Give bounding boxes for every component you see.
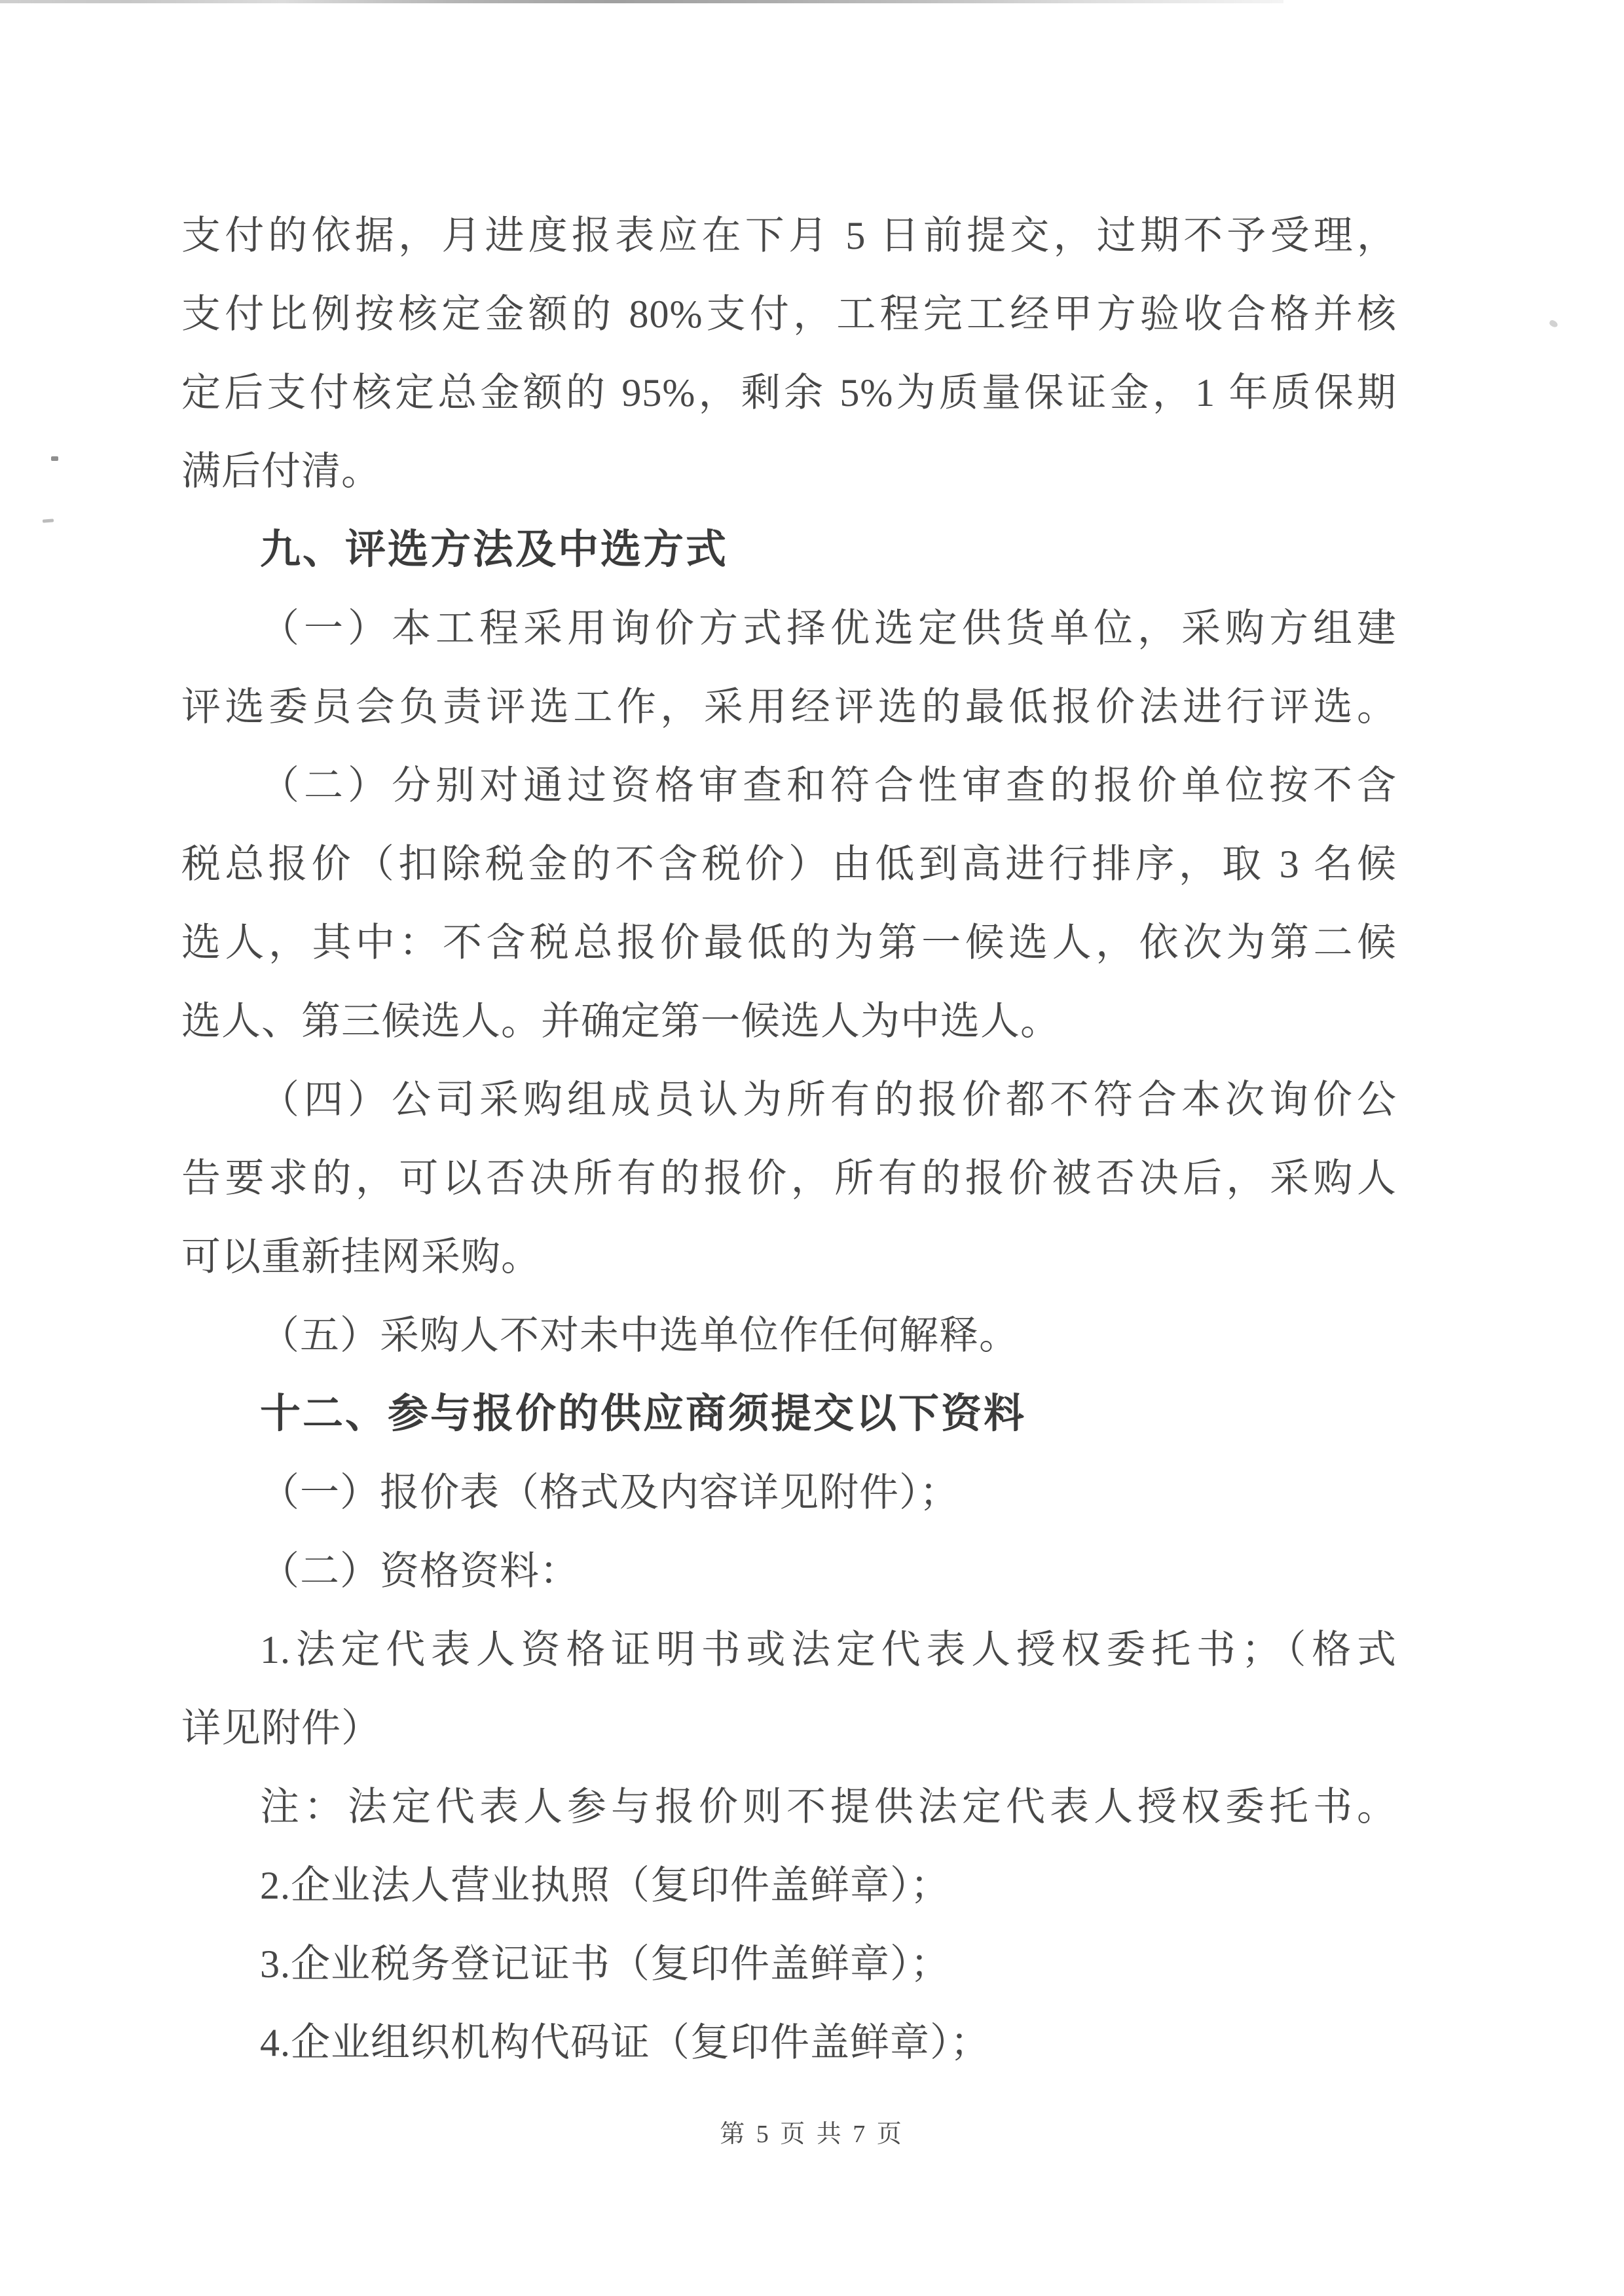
- page-footer: [0, 2120, 1624, 2149]
- text-line: 支付的依据，月进度报表应在下月 5 日前提交，过期不予受理，: [181, 214, 1397, 257]
- text-line: 2.企业法人营业执照（复印件盖鲜章）；: [260, 1864, 950, 1907]
- text-line: 可以重新挂网采购。: [181, 1235, 541, 1279]
- text-line: （五）采购人不对未中选单位作任何解释。: [260, 1314, 1019, 1357]
- scan-speck: [1549, 319, 1559, 329]
- text-line: （一）报价表（格式及内容详见附件）；: [260, 1471, 959, 1514]
- text-line: 满后付清。: [181, 450, 381, 493]
- page-number-label: 第 5 页 共 7 页: [720, 2121, 904, 2148]
- scan-speck: [51, 456, 58, 461]
- text-line: 定后支付核定总金额的 95%，剩余 5%为质量保证金，1 年质保期: [181, 371, 1397, 414]
- section-heading: 九、评选方法及中选方式: [260, 527, 729, 572]
- text-line: 1.法定代表人资格证明书或法定代表人授权委托书；（格式: [260, 1628, 1397, 1671]
- text-line: 4.企业组织机构代码证（复印件盖鲜章）；: [260, 2021, 990, 2064]
- section-heading: 十二、参与报价的供应商须提交以下资料: [260, 1391, 1027, 1436]
- text-line: 评选委员会负责评选工作，采用经评选的最低报价法进行评选。: [181, 685, 1397, 729]
- text-line: 注：法定代表人参与报价则不提供法定代表人授权委托书。: [260, 1785, 1397, 1829]
- scan-artifact-top-edge: [0, 0, 1283, 3]
- scan-speck: [43, 519, 54, 522]
- text-line: 3.企业税务登记证书（复印件盖鲜章）；: [260, 1942, 950, 1986]
- text-line: 税总报价（扣除税金的不含税价）由低到高进行排序，取 3 名候: [181, 843, 1397, 886]
- text-line: （四）公司采购组成员认为所有的报价都不符合本次询价公: [260, 1078, 1397, 1121]
- text-line: 支付比例按核定金额的 80%支付，工程完工经甲方验收合格并核: [181, 293, 1397, 336]
- text-line: （一）本工程采用询价方式择优选定供货单位，采购方组建: [260, 607, 1397, 650]
- text-line: （二）资格资料：: [260, 1550, 580, 1593]
- text-line: 告要求的，可以否决所有的报价，所有的报价被否决后，采购人: [181, 1157, 1397, 1200]
- text-line: 选人，其中：不含税总报价最低的为第一候选人，依次为第二候: [181, 921, 1397, 964]
- text-line: （二）分别对通过资格审查和符合性审查的报价单位按不含: [260, 764, 1397, 807]
- text-line: 选人、第三候选人。并确定第一候选人为中选人。: [181, 1000, 1060, 1043]
- text-line: 详见附件）: [181, 1707, 381, 1750]
- document-body: [181, 196, 1397, 2082]
